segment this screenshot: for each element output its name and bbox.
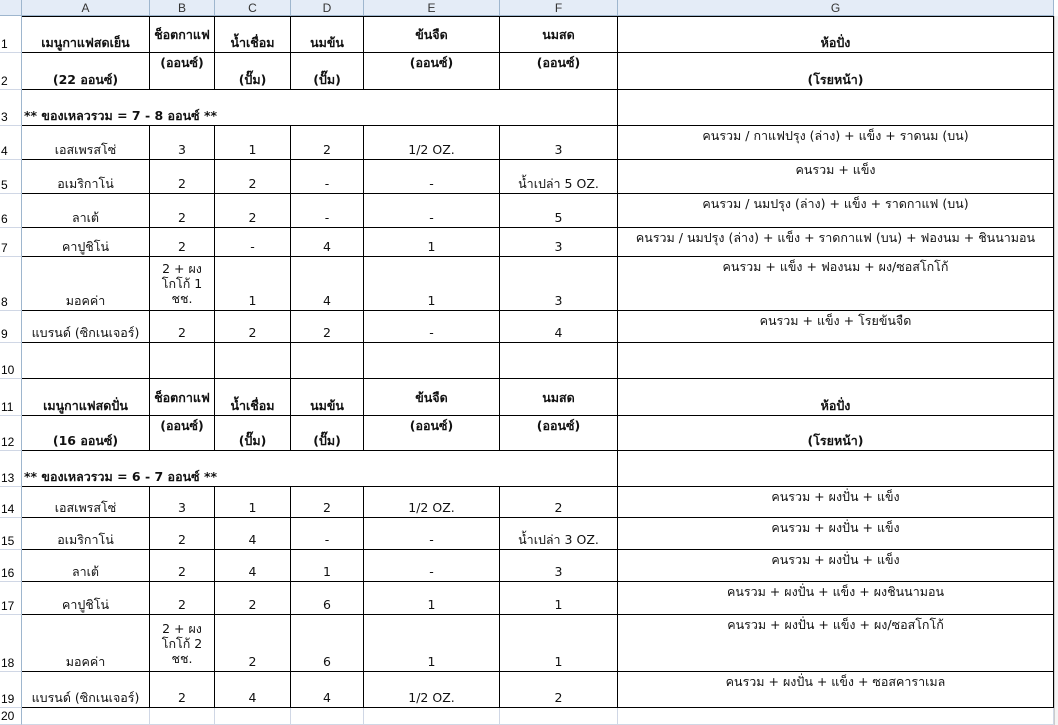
header-syrup[interactable]: น้ำเชื่อม bbox=[215, 16, 291, 53]
value-cell[interactable]: 2 bbox=[500, 487, 618, 518]
menu-name[interactable]: เอสเพรสโซ่ bbox=[22, 126, 150, 160]
value-cell[interactable]: 3 bbox=[500, 257, 618, 311]
header-unit-coffee-shot[interactable]: (ออนซ์) bbox=[150, 53, 215, 90]
value-cell[interactable]: 4 bbox=[291, 228, 364, 257]
value-cell[interactable]: 4 bbox=[500, 311, 618, 343]
value-cell[interactable]: 1 bbox=[500, 615, 618, 672]
value-cell[interactable]: 2 bbox=[500, 672, 618, 708]
header-unit-syrup[interactable]: (ปั๊ม) bbox=[215, 53, 291, 90]
row-number: 2 bbox=[1, 74, 8, 88]
vertical-scrollbar[interactable] bbox=[1054, 16, 1058, 725]
row-number: 12 bbox=[1, 435, 15, 449]
row-header-12[interactable] bbox=[0, 416, 22, 451]
empty-cell[interactable] bbox=[150, 708, 215, 725]
value-cell[interactable]: 2 bbox=[215, 311, 291, 343]
value-cell[interactable]: 1 bbox=[215, 126, 291, 160]
value-cell[interactable]: 1 bbox=[364, 228, 500, 257]
value-cell[interactable]: 2 bbox=[215, 615, 291, 672]
row-number: 4 bbox=[1, 144, 8, 158]
value-cell[interactable]: 2 bbox=[150, 194, 215, 228]
value-cell[interactable]: คนรวม / นมปรุง (ล่าง) + แข็ง + ราดกาแฟ (บน) + ฟองนม + ชินนามอน bbox=[618, 228, 1054, 257]
row-number: 7 bbox=[1, 241, 8, 255]
row-header-6[interactable] bbox=[0, 194, 22, 228]
value-cell[interactable]: 2 bbox=[150, 672, 215, 708]
header-topping[interactable]: ห้อปั่ง bbox=[618, 379, 1054, 416]
value-cell[interactable]: - bbox=[364, 311, 500, 343]
header-syrup[interactable]: น้ำเชื่อม bbox=[215, 379, 291, 416]
row-number: 18 bbox=[1, 656, 15, 670]
menu-name[interactable]: ลาเต้ bbox=[22, 194, 150, 228]
value-cell[interactable]: คนรวม + ผงปั่น + แข็ง bbox=[618, 550, 1054, 582]
header-unit-condensed-milk[interactable]: (ปั๊ม) bbox=[291, 53, 364, 90]
row-number: 6 bbox=[1, 212, 8, 226]
menu-name[interactable]: อเมริกาโน่ bbox=[22, 160, 150, 194]
row-header-4[interactable] bbox=[0, 126, 22, 160]
row-header-17[interactable] bbox=[0, 582, 22, 615]
header-unit-fresh-milk[interactable]: (ออนซ์) bbox=[500, 416, 618, 451]
menu-name[interactable]: คาปูชิโน่ bbox=[22, 582, 150, 615]
liquid-total-note[interactable]: ** ของเหลวรวม = 7 - 8 ออนซ์ ** bbox=[22, 90, 618, 126]
header-unit-topping[interactable]: (โรยหน้า) bbox=[618, 416, 1054, 451]
row-header-14[interactable] bbox=[0, 487, 22, 518]
empty-cell[interactable] bbox=[364, 708, 500, 725]
row-header-9[interactable] bbox=[0, 311, 22, 343]
row-header-15[interactable] bbox=[0, 518, 22, 550]
column-header-g[interactable]: G bbox=[618, 0, 1054, 16]
value-cell[interactable]: 1 bbox=[364, 582, 500, 615]
column-header-b[interactable]: B bbox=[150, 0, 215, 16]
empty-cell[interactable] bbox=[618, 343, 1054, 379]
row-header-13[interactable] bbox=[0, 451, 22, 487]
row-header-5[interactable] bbox=[0, 160, 22, 194]
header-unit-topping[interactable]: (โรยหน้า) bbox=[618, 53, 1054, 90]
value-cell[interactable]: 6 bbox=[291, 582, 364, 615]
row-number: 14 bbox=[1, 502, 15, 516]
value-cell[interactable]: คนรวม + ผงปั่น + แข็ง bbox=[618, 487, 1054, 518]
liquid-total-note[interactable]: ** ของเหลวรวม = 6 - 7 ออนซ์ ** bbox=[22, 451, 618, 487]
value-cell[interactable]: 4 bbox=[215, 550, 291, 582]
header-unit-evaporated-milk[interactable]: (ออนซ์) bbox=[364, 416, 500, 451]
value-cell[interactable]: คนรวม / กาแฟปรุง (ล่าง) + แข็ง + ราดนม (บน) bbox=[618, 126, 1054, 160]
value-cell[interactable]: 3 bbox=[150, 487, 215, 518]
value-cell[interactable]: 4 bbox=[215, 518, 291, 550]
value-cell[interactable]: คนรวม + ผงปั่น + แข็ง + ผง/ซอสโกโก้ bbox=[618, 615, 1054, 672]
value-cell[interactable]: น้ำเปล่า 3 OZ. bbox=[500, 518, 618, 550]
row-number: 8 bbox=[1, 295, 8, 309]
value-cell[interactable]: 2 bbox=[150, 160, 215, 194]
value-cell[interactable]: คนรวม + แข็ง + โรยข้นจืด bbox=[618, 311, 1054, 343]
value-cell[interactable]: - bbox=[291, 160, 364, 194]
row-number: 10 bbox=[1, 363, 15, 377]
column-header-a[interactable]: A bbox=[22, 0, 150, 16]
menu-name[interactable]: เอสเพรสโซ่ bbox=[22, 487, 150, 518]
value-cell[interactable]: 2 bbox=[150, 550, 215, 582]
select-all-corner[interactable] bbox=[0, 0, 22, 16]
value-cell[interactable]: 2 bbox=[150, 311, 215, 343]
row-header-8[interactable] bbox=[0, 257, 22, 311]
value-cell[interactable]: คนรวม + ผงปั่น + แข็ง bbox=[618, 518, 1054, 550]
value-cell[interactable]: 1 bbox=[364, 257, 500, 311]
row-number: 20 bbox=[1, 709, 15, 723]
value-cell[interactable]: 3 bbox=[500, 550, 618, 582]
header-unit-menu[interactable]: (16 ออนซ์) bbox=[22, 416, 150, 451]
header-unit-syrup[interactable]: (ปั๊ม) bbox=[215, 416, 291, 451]
value-cell[interactable]: น้ำเปล่า 5 OZ. bbox=[500, 160, 618, 194]
value-cell[interactable]: คนรวม + ผงปั่น + แข็ง + ซอสคาราเมล bbox=[618, 672, 1054, 708]
empty-cell[interactable] bbox=[215, 343, 291, 379]
value-cell[interactable]: 2 bbox=[215, 160, 291, 194]
value-cell[interactable]: 2 bbox=[150, 582, 215, 615]
menu-name[interactable]: มอคค่า bbox=[22, 615, 150, 672]
empty-cell[interactable] bbox=[618, 708, 1054, 725]
value-cell[interactable]: 1/2 OZ. bbox=[364, 126, 500, 160]
header-coffee-shot[interactable]: ช็อตกาแฟ bbox=[150, 16, 215, 53]
menu-name[interactable]: แบรนด์ (ซิกเนเจอร์) bbox=[22, 672, 150, 708]
empty-cell[interactable] bbox=[150, 343, 215, 379]
value-cell[interactable]: 2 + ผงโกโก้ 2 ชช. bbox=[150, 615, 215, 672]
header-menu[interactable]: เมนูกาแฟสดเย็น bbox=[22, 16, 150, 53]
value-cell[interactable]: 5 bbox=[500, 194, 618, 228]
value-cell[interactable]: 3 bbox=[500, 228, 618, 257]
row-header-7[interactable] bbox=[0, 228, 22, 257]
cell[interactable] bbox=[618, 451, 1054, 487]
row-header-3[interactable] bbox=[0, 90, 22, 126]
value-cell[interactable]: 2 bbox=[291, 487, 364, 518]
row-header-16[interactable] bbox=[0, 550, 22, 582]
row-number: 16 bbox=[1, 566, 15, 580]
value-cell[interactable]: 1 bbox=[500, 582, 618, 615]
row-number: 5 bbox=[1, 178, 8, 192]
value-cell[interactable]: 1 bbox=[291, 550, 364, 582]
value-cell[interactable]: - bbox=[215, 228, 291, 257]
header-unit-coffee-shot[interactable]: (ออนซ์) bbox=[150, 416, 215, 451]
row-number: 9 bbox=[1, 327, 8, 341]
row-number: 11 bbox=[1, 400, 14, 414]
empty-cell[interactable] bbox=[215, 708, 291, 725]
value-cell[interactable]: - bbox=[364, 518, 500, 550]
menu-name[interactable]: อเมริกาโน่ bbox=[22, 518, 150, 550]
empty-cell[interactable] bbox=[22, 343, 150, 379]
header-evaporated-milk[interactable]: ข้นจืด bbox=[364, 379, 500, 416]
row-header-10[interactable] bbox=[0, 343, 22, 379]
menu-name[interactable]: แบรนด์ (ซิกเนเจอร์) bbox=[22, 311, 150, 343]
row-header-20[interactable] bbox=[0, 708, 22, 725]
header-condensed-milk[interactable]: นมข้น bbox=[291, 16, 364, 53]
row-header-11[interactable] bbox=[0, 379, 22, 416]
header-fresh-milk[interactable]: นมสด bbox=[500, 379, 618, 416]
row-header-2[interactable] bbox=[0, 53, 22, 90]
row-number: 15 bbox=[1, 534, 15, 548]
row-number: 17 bbox=[1, 599, 15, 613]
value-cell[interactable]: - bbox=[364, 194, 500, 228]
header-coffee-shot[interactable]: ช็อตกาแฟ bbox=[150, 379, 215, 416]
value-cell[interactable]: 2 bbox=[150, 518, 215, 550]
value-cell[interactable]: - bbox=[364, 550, 500, 582]
value-cell[interactable]: คนรวม / นมปรุง (ล่าง) + แข็ง + ราดกาแฟ (บน) bbox=[618, 194, 1054, 228]
value-cell[interactable]: 1 bbox=[215, 257, 291, 311]
header-fresh-milk[interactable]: นมสด bbox=[500, 16, 618, 53]
value-cell[interactable]: คนรวม + แข็ง bbox=[618, 160, 1054, 194]
row-number: 3 bbox=[1, 110, 8, 124]
value-cell[interactable]: - bbox=[291, 518, 364, 550]
value-cell[interactable]: 4 bbox=[291, 257, 364, 311]
column-header-e[interactable]: E bbox=[364, 0, 500, 16]
value-cell[interactable]: 2 bbox=[150, 228, 215, 257]
column-header-d[interactable]: D bbox=[291, 0, 364, 16]
row-header-19[interactable] bbox=[0, 672, 22, 708]
header-unit-menu[interactable]: (22 ออนซ์) bbox=[22, 53, 150, 90]
value-cell[interactable]: 6 bbox=[291, 615, 364, 672]
row-number: 19 bbox=[1, 692, 15, 706]
value-cell[interactable]: 1 bbox=[364, 615, 500, 672]
menu-name[interactable]: มอคค่า bbox=[22, 257, 150, 311]
value-cell[interactable]: 2 bbox=[291, 126, 364, 160]
row-number: 1 bbox=[1, 37, 8, 51]
header-unit-evaporated-milk[interactable]: (ออนซ์) bbox=[364, 53, 500, 90]
column-header-c[interactable]: C bbox=[215, 0, 291, 16]
value-cell[interactable]: - bbox=[364, 160, 500, 194]
value-cell[interactable]: 2 bbox=[291, 311, 364, 343]
empty-cell[interactable] bbox=[364, 343, 500, 379]
empty-cell[interactable] bbox=[500, 708, 618, 725]
value-cell[interactable]: คนรวม + ผงปั่น + แข็ง + ผงชินนามอน bbox=[618, 582, 1054, 615]
empty-cell[interactable] bbox=[500, 343, 618, 379]
value-cell[interactable]: 4 bbox=[215, 672, 291, 708]
menu-name[interactable]: ลาเต้ bbox=[22, 550, 150, 582]
empty-cell[interactable] bbox=[291, 343, 364, 379]
empty-cell[interactable] bbox=[22, 708, 150, 725]
value-cell[interactable]: - bbox=[291, 194, 364, 228]
value-cell[interactable]: 2 bbox=[215, 194, 291, 228]
menu-name[interactable]: คาปูชิโน่ bbox=[22, 228, 150, 257]
value-cell[interactable]: 4 bbox=[291, 672, 364, 708]
header-unit-condensed-milk[interactable]: (ปั๊ม) bbox=[291, 416, 364, 451]
header-menu[interactable]: เมนูกาแฟสดปั่น bbox=[22, 379, 150, 416]
value-cell[interactable]: 3 bbox=[500, 126, 618, 160]
value-cell[interactable]: 3 bbox=[150, 126, 215, 160]
cell[interactable] bbox=[618, 90, 1054, 126]
value-cell[interactable]: 1 bbox=[215, 487, 291, 518]
row-number: 13 bbox=[1, 471, 15, 485]
header-condensed-milk[interactable]: นมข้น bbox=[291, 379, 364, 416]
row-header-18[interactable] bbox=[0, 615, 22, 672]
value-cell[interactable]: 1/2 OZ. bbox=[364, 487, 500, 518]
header-evaporated-milk[interactable]: ข้นจืด bbox=[364, 16, 500, 53]
value-cell[interactable]: 1/2 OZ. bbox=[364, 672, 500, 708]
empty-cell[interactable] bbox=[291, 708, 364, 725]
row-header-1[interactable] bbox=[0, 16, 22, 53]
value-cell[interactable]: 2 + ผงโกโก้ 1 ชช. bbox=[150, 257, 215, 311]
column-header-f[interactable]: F bbox=[500, 0, 618, 16]
header-unit-fresh-milk[interactable]: (ออนซ์) bbox=[500, 53, 618, 90]
value-cell[interactable]: คนรวม + แข็ง + ฟองนม + ผง/ซอสโกโก้ bbox=[618, 257, 1054, 311]
header-topping[interactable]: ห้อปั่ง bbox=[618, 16, 1054, 53]
value-cell[interactable]: 2 bbox=[215, 582, 291, 615]
